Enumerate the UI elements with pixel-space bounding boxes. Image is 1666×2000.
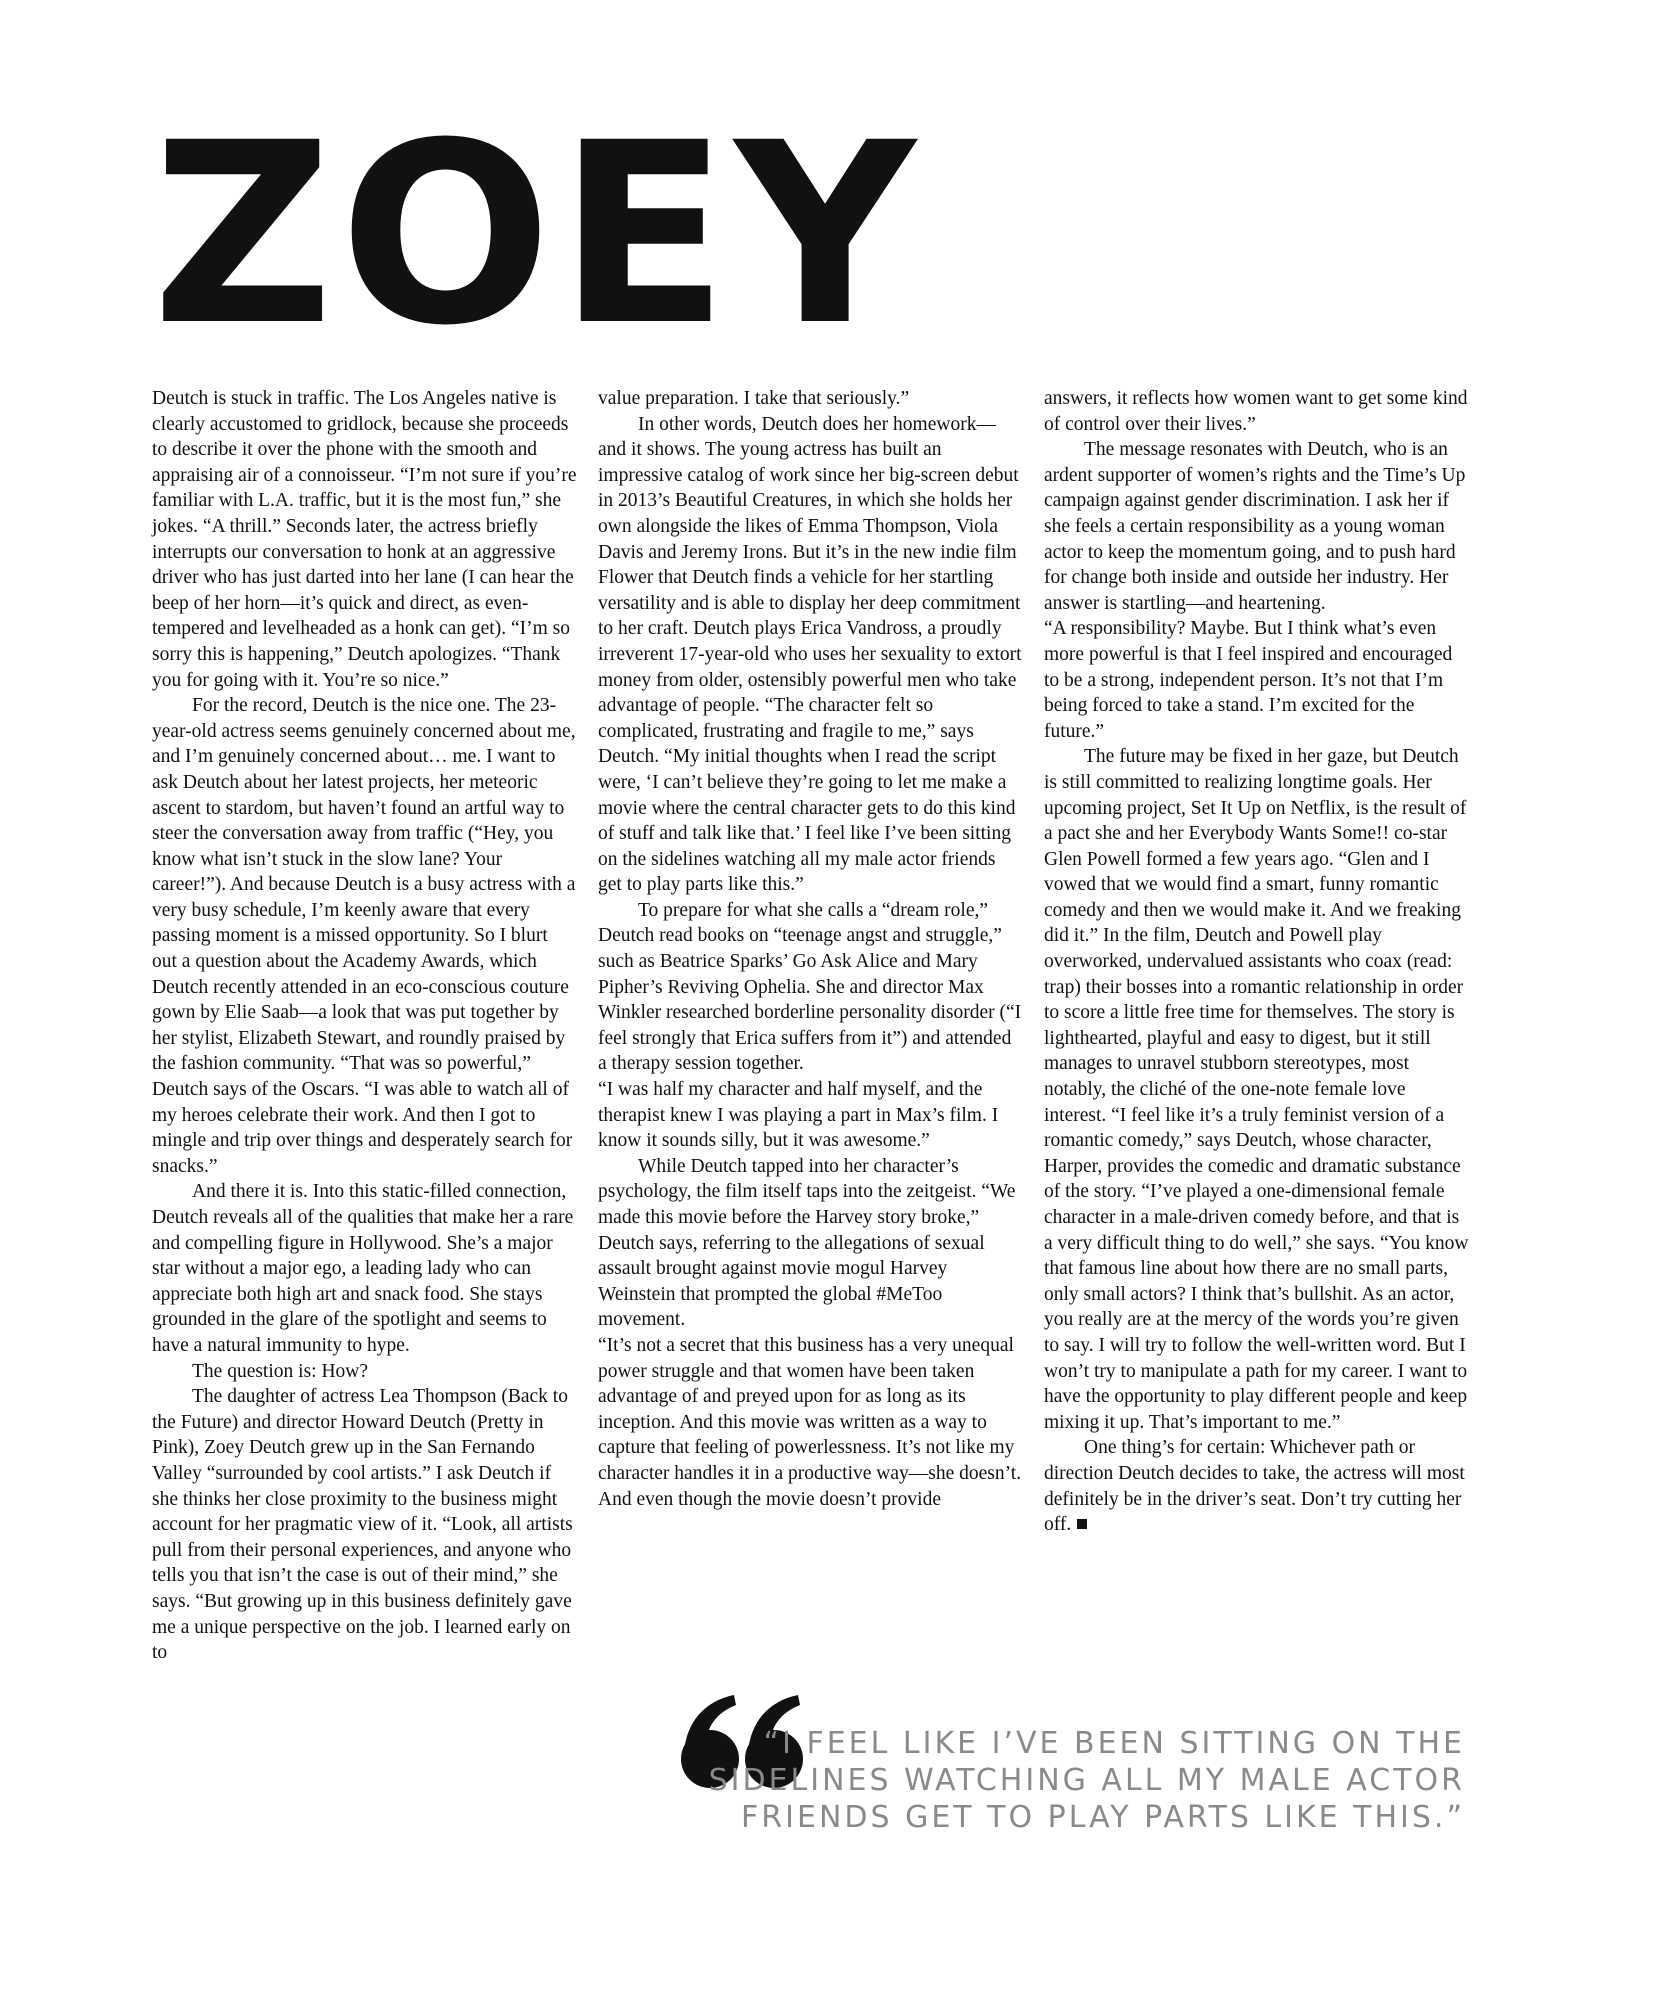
- paragraph-text: One thing’s for certain: Whichever path or direction Deutch decides to take, the actress will most definitely be in the driver’s seat. Don’t try cutting her off.: [1044, 1437, 1465, 1536]
- article-column-2: [598, 386, 1023, 1512]
- paragraph: “It’s not a secret that this business has a very unequal power struggle and that women have been taken advantage of and preyed upon for as long as its inception. And this movie was written as a way to capture that feeling of powerlessness. It’s not like my character handles it in a productive way—she doesn’t. And even though the movie doesn’t provide: [598, 1334, 1022, 1510]
- paragraph: While Deutch tapped into her character’s psychology, the film itself taps into the zeitgeist. “We made this movie before the Harvey story broke,” Deutch says, referring to the allegations of sexual assault brought against movie mogul Harvey Weinstein that prompted the global #MeToo movement.: [598, 1155, 1016, 1331]
- paragraph: value preparation. I take that seriously.”: [598, 388, 910, 409]
- paragraph: And there it is. Into this static-filled connection, Deutch reveals all of the qualities that make her a rare and compelling figure in Hollywood. She’s a major star without a major ego, a leading lady who can appreciate both high art and snack food. She stays grounded in the glare of the spotlight and seems to have a natural immunity to hype.: [152, 1181, 574, 1356]
- pull-quote: [700, 1725, 1465, 1836]
- paragraph: In other words, Deutch does her homework—and it shows. The young actress has built an impressive catalog of work since her big-screen debut in 2013’s Beautiful Creatures, in which she holds her own alongside the likes of Emma Thompson, Viola Davis and Jeremy Irons. But it’s in the new indie film Flower that Deutch finds a vehicle for her startling versatility and is able to display her deep commitment to her craft. Deutch plays Erica Vandross, a proudly irreverent 17-year-old who uses her sexuality to extort money from older, ostensibly powerful men who take advantage of people. “The character felt so complicated, frustrating and fragile to me,” says Deutch. “My initial thoughts when I read the script were, ‘I can’t believe they’re going to let me make a movie where the central character gets to do this kind of stuff and talk like that.’ I feel like I’ve been sitting on the sidelines watching all my male actor friends get to play parts like this.”: [598, 413, 1022, 896]
- paragraph: The future may be fixed in her gaze, but Deutch is still committed to realizing longtime goals. Her upcoming project, Set It Up on Netflix, is the result of a pact she and her Everybody Wants Some!! co-star Glen Powell formed a few years ago. “Glen and I vowed that we would find a smart, funny romantic comedy and then we would make it. And we freaking did it.” In the film, Deutch and Powell play overworked, undervalued assistants who coax (read: trap) their bosses into a romantic relationship in order to score a little free time for themselves. The story is lighthearted, playful and easy to digest, but it still manages to unravel stubborn stereotypes, most notably, the cliché of the one-note female love interest. “I feel like it’s a truly feminist version of a romantic comedy,” says Deutch, whose character, Harper, provides the comedic and dramatic substance of the story. “I’ve played a one-dimensional female character in a male-driven comedy before, and that is a very difficult thing to do well,” she says. “You know that famous line about how there are no small parts, only small actors? I think that’s bullshit. As an actor, you really are at the mercy of the words you’re given to say. I will try to follow the well-written word. But I won’t try to manipulate a path for my career. I want to have the opportunity to play different people and keep mixing it up. That’s important to me.”: [1044, 746, 1469, 1433]
- pull-quote-line: “I FEEL LIKE I’VE BEEN SITTING ON THE: [763, 1726, 1465, 1761]
- pull-quote-line: FRIENDS GET TO PLAY PARTS LIKE THIS.”: [741, 1800, 1465, 1835]
- article-column-3: [1044, 386, 1469, 1538]
- paragraph: The daughter of actress Lea Thompson (Back to the Future) and director Howard Deutch (Pretty in Pink), Zoey Deutch grew up in the San Fernando Valley “surrounded by cool artists.” I ask Deutch if she thinks her close proximity to the business might account for her pragmatic view of it. “Look, all artists pull from their personal experiences, and anyone who tells you that isn’t the case is out of their mind,” she says. “But growing up in this business definitely gave me a unique perspective on the job. I learned early on to: [152, 1386, 573, 1664]
- article-column-1: [152, 386, 577, 1666]
- paragraph: [1044, 1435, 1469, 1537]
- paragraph: “I was half my character and half myself, and the therapist knew I was playing a part in Max’s film. I know it sounds silly, but it was awesome.”: [598, 1079, 999, 1152]
- end-mark-icon: [1077, 1519, 1087, 1529]
- paragraph: The message resonates with Deutch, who is an ardent supporter of women’s rights and the Time’s Up campaign against gender discrimination. I ask her if she feels a certain responsibility as a young woman actor to keep the momentum going, and to push hard for change both inside and outside her industry. Her answer is startling—and heartening.: [1044, 439, 1466, 614]
- paragraph: “A responsibility? Maybe. But I think what’s even more powerful is that I feel inspired and encouraged to be a strong, independent person. It’s not that I’m being forced to take a stand. I’m excited for the future.”: [1044, 618, 1453, 742]
- paragraph: answers, it reflects how women want to get some kind of control over their lives.”: [1044, 388, 1468, 435]
- paragraph: The question is: How?: [192, 1360, 369, 1382]
- paragraph: To prepare for what she calls a “dream role,” Deutch read books on “teenage angst and struggle,” such as Beatrice Sparks’ Go Ask Alice and Mary Pipher’s Reviving Ophelia. She and director Max Winkler researched borderline personality disorder (“I feel strongly that Erica suffers from it”) and attended a therapy session together.: [598, 899, 1022, 1075]
- paragraph: For the record, Deutch is the nice one. The 23-year-old actress seems genuinely concerned about me, and I’m genuinely concerned about… me. I want to ask Deutch about her latest projects, her meteoric ascent to stardom, but haven’t found an artful way to steer the conversation away from traffic (“Hey, you know what isn’t stuck in the slow lane? Your career!”). And because Deutch is a busy actress with a very busy schedule, I’m keenly aware that every passing moment is a missed opportunity. So I blurt out a question about the Academy Awards, which Deutch recently attended in an eco-conscious couture gown by Elie Saab—a look that was put together by her stylist, Elizabeth Stewart, and roundly praised by the fashion community. “That was so powerful,” Deutch says of the Oscars. “I was able to watch all of my heroes celebrate their work. And then I got to mingle and trip over things and desperately search for snacks.”: [152, 695, 576, 1177]
- page-title: ZOEY: [152, 89, 922, 380]
- pull-quote-line: SIDELINES WATCHING ALL MY MALE ACTOR: [708, 1763, 1465, 1798]
- paragraph: Deutch is stuck in traffic. The Los Angeles native is clearly accustomed to gridlock, because she proceeds to describe it over the phone with the smooth and appraising air of a connoisseur. “I’m not sure if you’re familiar with L.A. traffic, but it is the most fun,” she jokes. “A thrill.” Seconds later, the actress briefly interrupts our conversation to honk at an aggressive driver who has just darted into her lane (I can hear the beep of her horn—it’s quick and direct, as even-tempered and levelheaded as a honk can get). “I’m so sorry this is happening,” Deutch apologizes. “Thank you for going with it. You’re so nice.”: [152, 388, 577, 691]
